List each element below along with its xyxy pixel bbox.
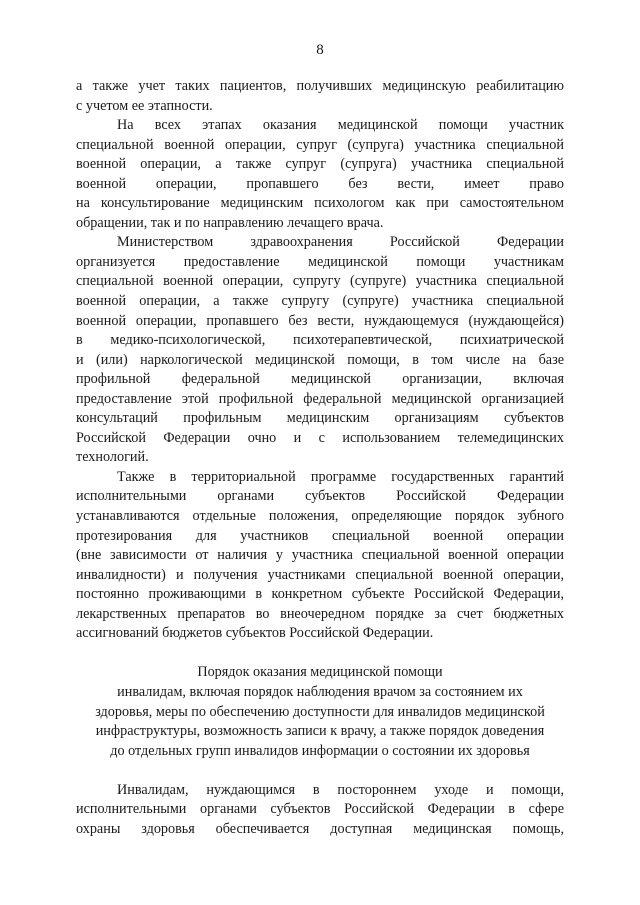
- text-line: технологий.: [76, 449, 149, 466]
- text-line: постоянно проживающими в конкретном субъекте Российской Федерации,: [76, 586, 564, 603]
- text-line: специальной военной операции, супругу (супруге) участника специальной: [76, 273, 564, 290]
- text-line: (вне зависимости от наличия у участника специальной военной операции: [76, 547, 564, 564]
- text-line: лекарственных препаратов во внеочередном порядке за счет бюджетных: [76, 605, 564, 622]
- heading-line: здоровья, меры по обеспечению доступности для инвалидов медицинской: [95, 703, 545, 720]
- text-line: а также учет таких пациентов, получивших медицинскую реабилитацию: [76, 78, 564, 94]
- paragraph-continuation: [76, 77, 564, 116]
- text-line: специальной военной операции, супруг (супруга) участника специальной: [76, 136, 564, 153]
- document-body: [76, 77, 564, 839]
- text-line: устанавливаются отдельные положения, определяющие порядок зубного: [76, 508, 564, 525]
- spacer: [76, 761, 564, 781]
- text-line: военной операции, пропавшего без вести, нуждающемуся (нуждающейся): [76, 312, 564, 329]
- text-line: Министерством здравоохранения Российской Федерации: [117, 234, 564, 251]
- text-line: консультаций профильным медицинским организациям субъектов: [76, 410, 564, 427]
- text-line: и (или) наркологической медицинской помощи, в том числе на базе: [76, 351, 564, 368]
- text-line: военной операции, пропавшего без вести, имеет право: [76, 175, 564, 192]
- text-line: военной операции, а также супругу (супруге) участника специальной: [76, 293, 564, 310]
- text-line: охраны здоровья обеспечивается доступная медицинская помощь,: [76, 820, 564, 837]
- text-line: с учетом ее этапности.: [76, 97, 213, 114]
- text-line: инвалидности) и получения участниками специальной военной операции,: [76, 566, 564, 583]
- text-line: Инвалидам, нуждающимся в постороннем уходе и помощи,: [117, 781, 564, 798]
- text-line: исполнительными органами субъектов Российской Федерации: [76, 488, 564, 505]
- text-line: обращении, так и по направлению лечащего врача.: [76, 214, 384, 231]
- spacer: [76, 644, 564, 664]
- heading-line: инфраструктуры, возможность записи к врачу, а также порядок доведения: [95, 723, 545, 740]
- heading-line: до отдельных групп инвалидов информации о состоянии их здоровья: [110, 742, 530, 759]
- text-line: организуется предоставление медицинской помощи участникам: [76, 253, 564, 270]
- text-line: исполнительными органами субъектов Российской Федерации в сфере: [76, 801, 564, 818]
- paragraph-psychologist: [76, 116, 564, 233]
- heading-line: инвалидам, включая порядок наблюдения врачом за состоянием их: [117, 683, 523, 700]
- section-heading: [76, 663, 564, 761]
- paragraph-dental: [76, 468, 564, 644]
- text-line: в медико-психологической, психотерапевтической, психиатрической: [76, 332, 564, 349]
- text-line: На всех этапах оказания медицинской помощи участник: [117, 117, 564, 134]
- text-line: ассигнований бюджетов субъектов Российской Федерации.: [76, 625, 434, 642]
- heading-line: Порядок оказания медицинской помощи: [197, 664, 443, 681]
- text-line: Российской Федерации очно и с использованием телемедицинских: [76, 429, 564, 446]
- text-line: Также в территориальной программе государственных гарантий: [117, 468, 564, 485]
- text-line: военной операции, а также супруг (супруга) участника специальной: [76, 156, 564, 173]
- page-number: 8: [316, 42, 324, 58]
- text-line: предоставление этой профильной федеральной медицинской организацией: [76, 390, 564, 407]
- paragraph-ministry: [76, 233, 564, 468]
- paragraph-disabled-care: [76, 781, 564, 840]
- text-line: протезирования для участников специальной военной операции: [76, 527, 564, 544]
- text-line: на консультирование медицинским психологом как при самостоятельном: [76, 195, 564, 212]
- text-line: профильной федеральной медицинской организации, включая: [76, 371, 564, 388]
